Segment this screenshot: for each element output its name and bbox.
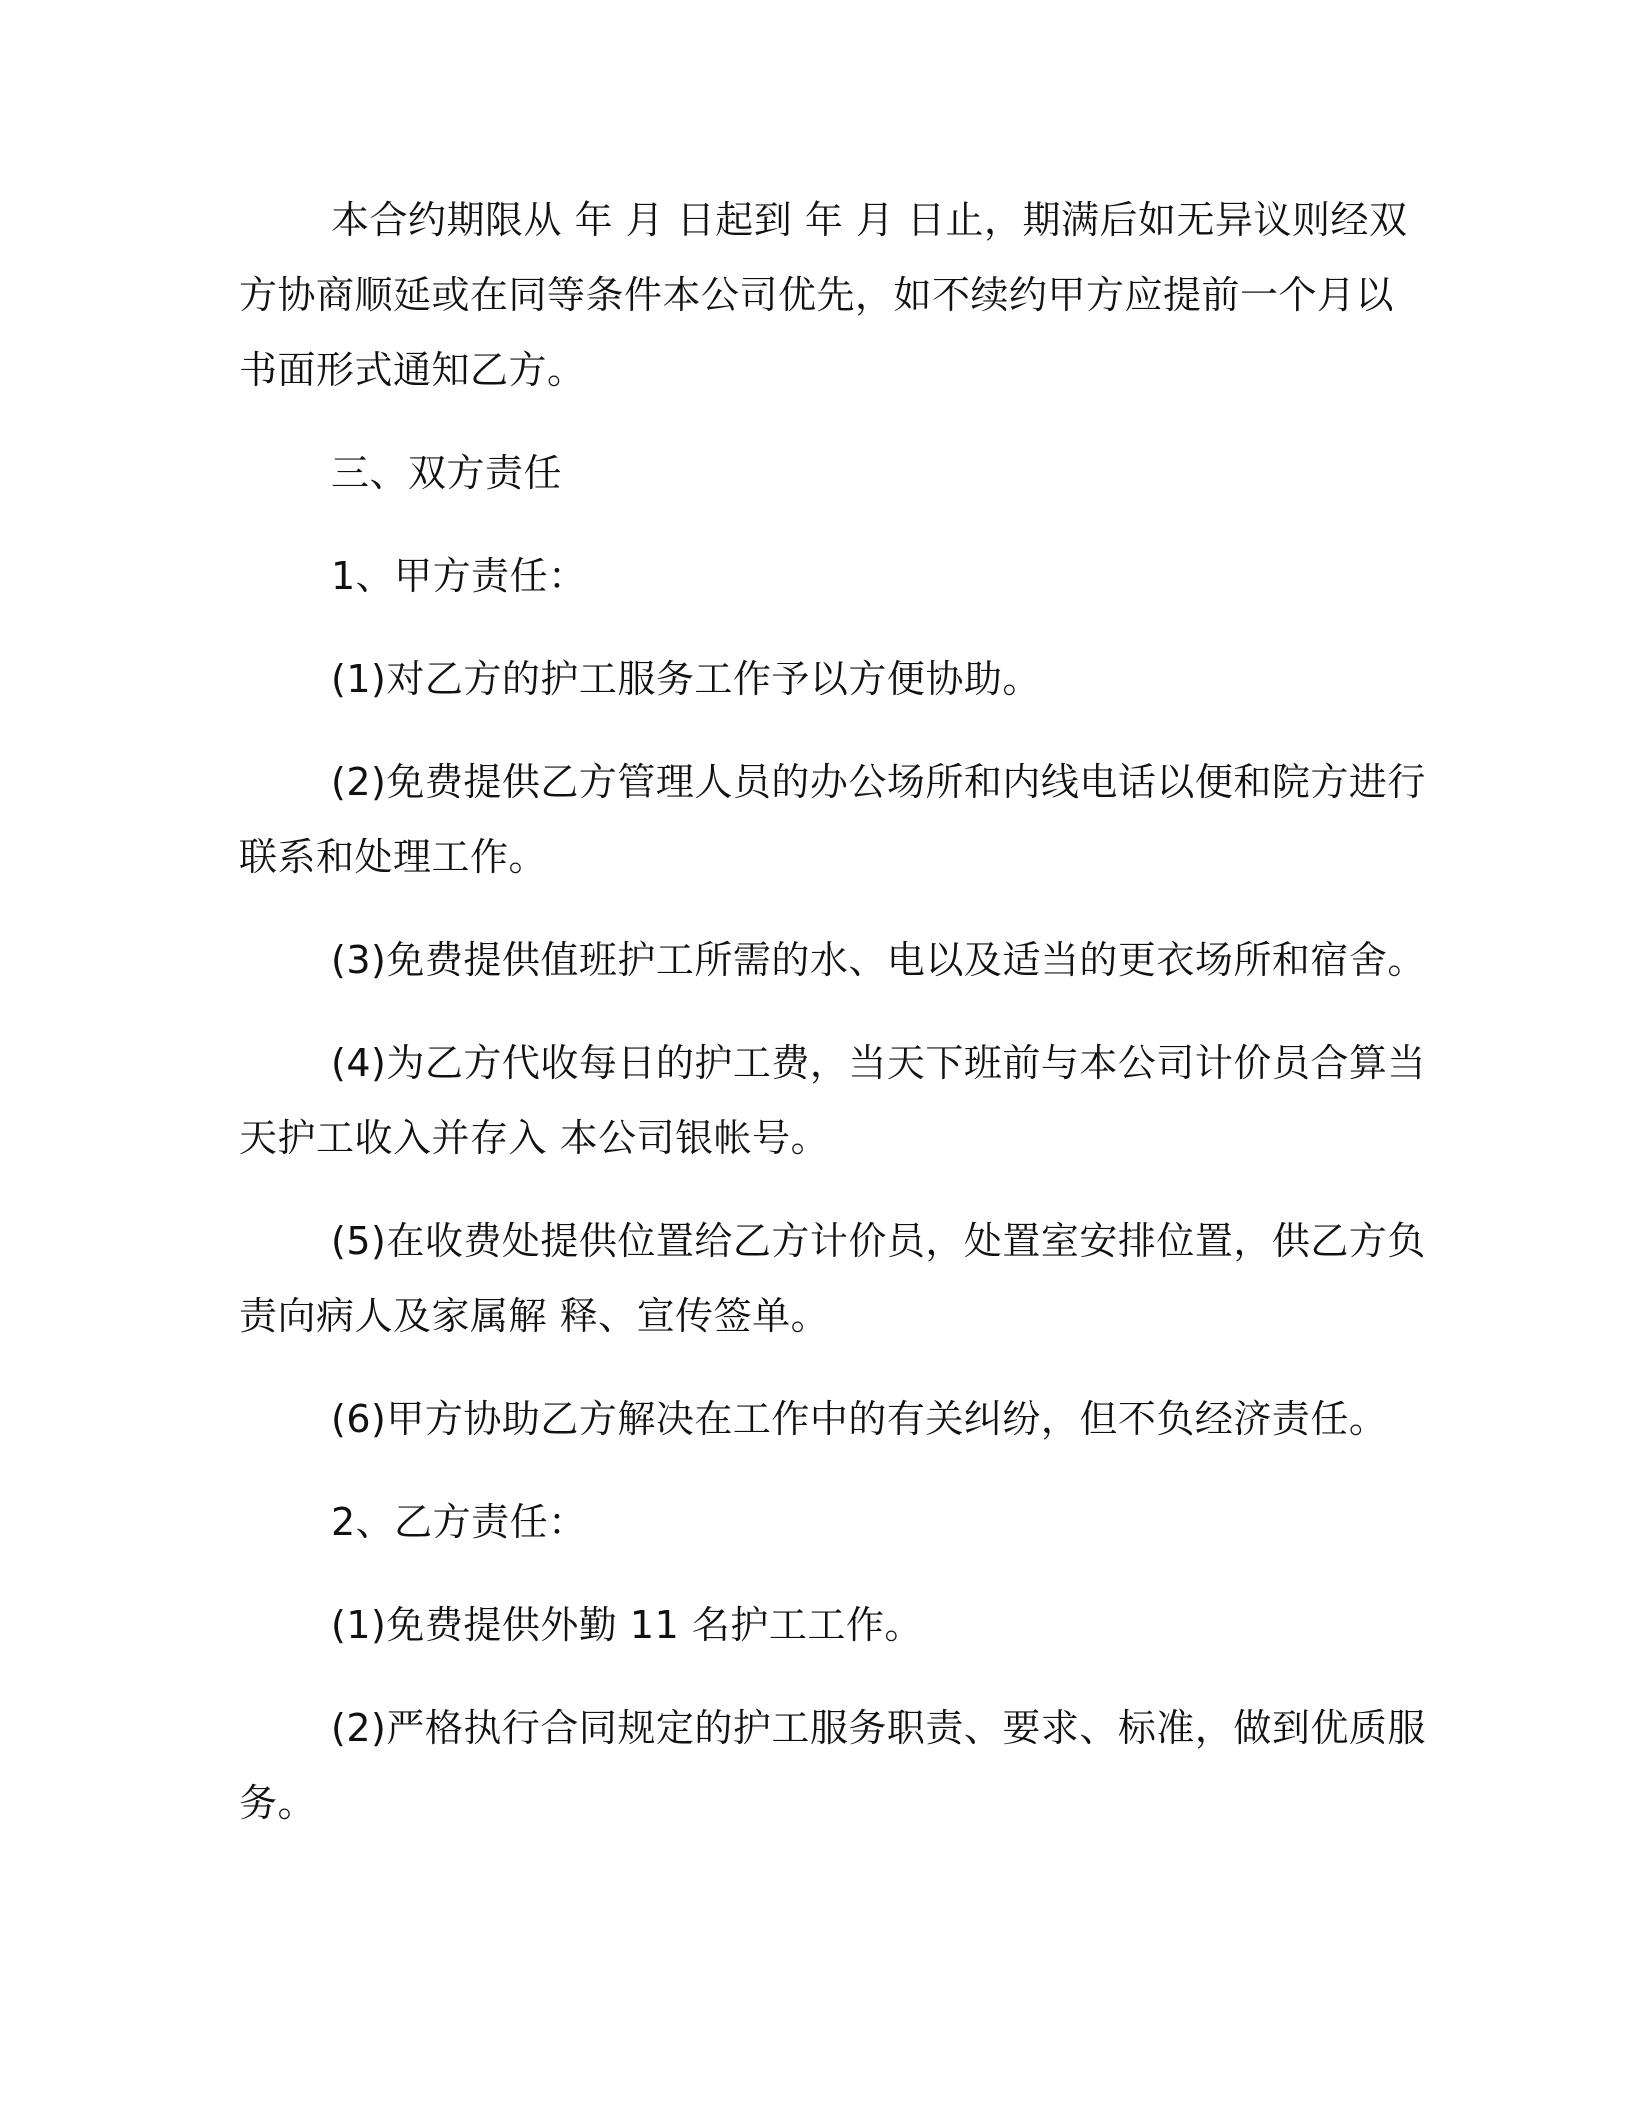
party-a-item-1: (1)对乙方的护工服务工作予以方便协助。 — [331, 657, 1041, 701]
contract-term-paragraph-line-2: 方协商顺延或在同等条件本公司优先，如不续约甲方应提前一个月以 — [239, 273, 1395, 317]
party-a-item-4-line-2: 天护工收入并存入 本公司银帐号。 — [239, 1116, 830, 1160]
party-a-item-2-line-2: 联系和处理工作。 — [239, 835, 548, 879]
section-heading-responsibilities: 三、双方责任 — [331, 451, 563, 495]
contract-term-paragraph-line-1: 本合约期限从 年 月 日起到 年 月 日止，期满后如无异议则经双 — [331, 198, 1408, 242]
party-a-item-2-line-1: (2)免费提供乙方管理人员的办公场所和内线电话以便和院方进行 — [331, 760, 1426, 804]
party-b-item-2-line-1: (2)严格执行合同规定的护工服务职责、要求、标准，做到优质服 — [331, 1706, 1426, 1750]
party-a-item-3: (3)免费提供值班护工所需的水、电以及适当的更衣场所和宿舍。 — [331, 938, 1426, 982]
party-a-item-6: (6)甲方协助乙方解决在工作中的有关纠纷，但不负经济责任。 — [331, 1397, 1388, 1441]
party-b-item-1: (1)免费提供外勤 11 名护工工作。 — [331, 1603, 923, 1647]
party-b-item-2-line-2: 务。 — [239, 1781, 317, 1825]
party-a-heading: 1、甲方责任： — [331, 554, 587, 598]
party-a-item-4-line-1: (4)为乙方代收每日的护工费，当天下班前与本公司计价员合算当 — [331, 1041, 1426, 1085]
party-a-item-5-line-2: 责向病人及家属解 释、宣传签单。 — [239, 1294, 830, 1338]
party-a-item-5-line-1: (5)在收费处提供位置给乙方计价员，处置室安排位置，供乙方负 — [331, 1219, 1426, 1263]
party-b-heading: 2、乙方责任： — [331, 1500, 587, 1544]
contract-term-paragraph-line-3: 书面形式通知乙方。 — [239, 348, 586, 392]
